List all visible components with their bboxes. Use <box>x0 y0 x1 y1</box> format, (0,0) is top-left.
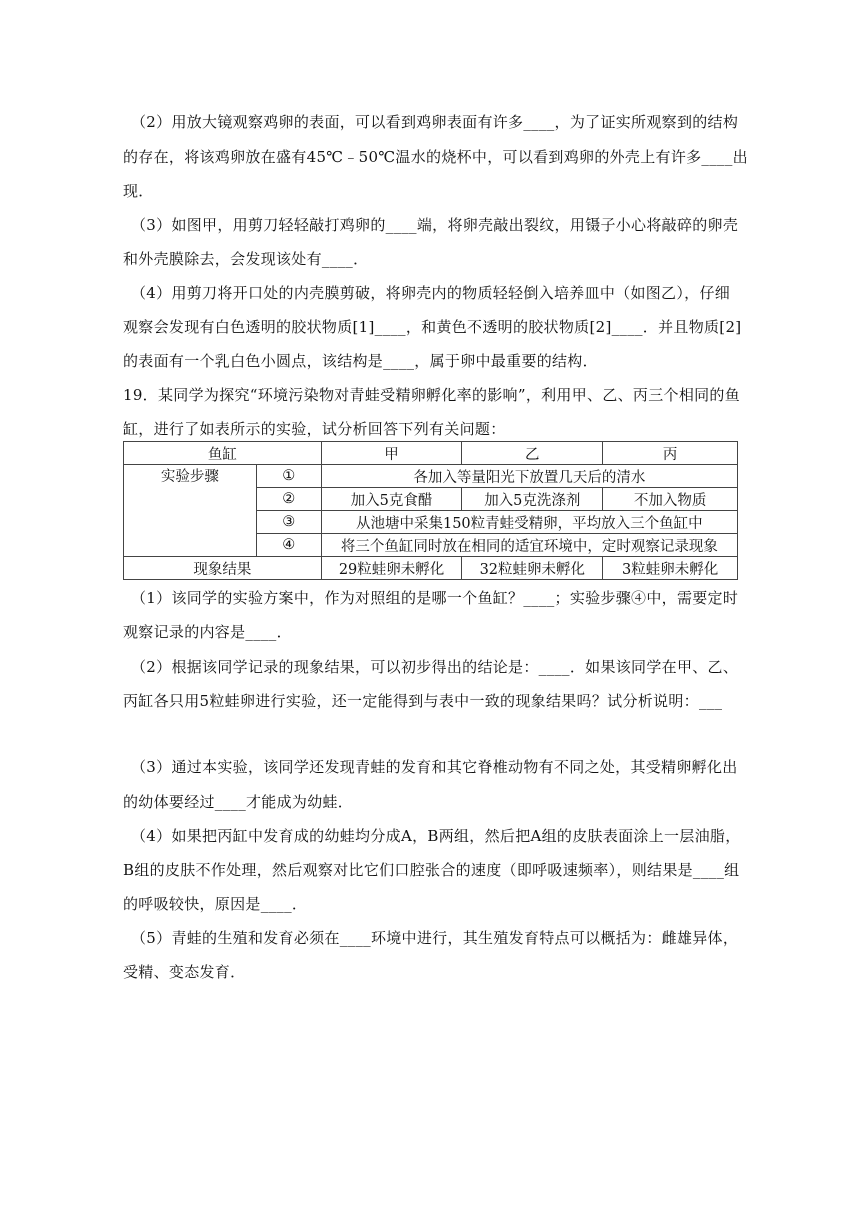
result-label-cell: 现象结果 <box>124 557 322 580</box>
step-number: ① <box>256 465 321 488</box>
step-cell: 不加入物质 <box>603 488 738 511</box>
step-cell: 加入5克洗涤剂 <box>462 488 603 511</box>
step-number: ④ <box>256 534 321 557</box>
text-line: 受精、变态发育． <box>123 963 246 981</box>
text-line: 的幼体要经过____才能成为幼蛙． <box>123 793 354 811</box>
text-line: 现． <box>123 182 154 200</box>
header-cell: 鱼缸 <box>124 442 322 465</box>
step-text: 从池塘中采集150粒青蛙受精卵，平均放入三个鱼缸中 <box>321 511 737 534</box>
table-header-row <box>124 442 738 465</box>
step-text: 各加入等量阳光下放置几天后的清水 <box>321 465 737 488</box>
text-line: 观察记录的内容是____． <box>123 623 292 641</box>
text-line: （5）青蛙的生殖和发育必须在____环境中进行，其生殖发育特点可以概括为：雌雄异体， <box>131 929 739 947</box>
text-line: （2）根据该同学记录的现象结果，可以初步得出的结论是：____．如果该同学在甲、乙、 <box>131 658 739 676</box>
result-cell: 29粒蛙卵未孵化 <box>321 557 462 580</box>
text-line: （3）通过本实验，该同学还发现青蛙的发育和其它脊椎动物有不同之处，其受精卵孵化出 <box>131 758 738 776</box>
table-row <box>124 465 738 488</box>
step-number: ② <box>256 488 321 511</box>
text-line: （3）如图甲，用剪刀轻轻敲打鸡卵的____端，将卵壳敲出裂纹，用镊子小心将敲碎的卵壳 <box>131 216 739 234</box>
text-line: 缸，进行了如表所示的实验，试分析回答下列有关问题： <box>123 420 506 438</box>
text-line: 观察会发现有白色透明的胶状物质[1]____，和黄色不透明的胶状物质[2]____．并且物质[2] <box>123 318 742 336</box>
text-line: （4）用剪刀将开口处的内壳膜剪破，将卵壳内的物质轻轻倒入培养皿中（如图乙），仔细 <box>131 284 731 302</box>
text-line: 的呼吸较快，原因是____． <box>123 895 308 913</box>
table-row <box>124 557 738 580</box>
question-19-intro: 19．某同学为探究“环境污染物对青蛙受精卵孵化率的影响”，利用甲、乙、丙三个相同的鱼 <box>123 386 741 404</box>
result-cell: 32粒蛙卵未孵化 <box>462 557 603 580</box>
step-cell: 加入5克食醋 <box>321 488 462 511</box>
text-line: 的存在，将该鸡卵放在盛有45℃﹣50℃温水的烧杯中，可以看到鸡卵的外壳上有许多____出 <box>123 148 748 166</box>
result-cell: 3粒蛙卵未孵化 <box>603 557 738 580</box>
text-line: （4）如果把丙缸中发育成的幼蛙均分成A，B两组，然后把A组的皮肤表面涂上一层油脂， <box>131 827 741 845</box>
header-cell: 甲 <box>321 442 462 465</box>
text-line: B组的皮肤不作处理，然后观察对比它们口腔张合的速度（即呼吸速频率），则结果是____组 <box>123 861 740 879</box>
step-label-cell: 实验步骤 <box>124 465 257 557</box>
text-line: （1）该同学的实验方案中，作为对照组的是哪一个鱼缸？____；实验步骤④中，需要定时 <box>131 589 739 607</box>
step-number: ③ <box>256 511 321 534</box>
text-line: 和外壳膜除去，会发现该处有____． <box>123 250 369 268</box>
step-text: 将三个鱼缸同时放在相同的适宜环境中，定时观察记录现象 <box>321 534 737 557</box>
text-line: 的表面有一个乳白色小圆点，该结构是____，属于卵中最重要的结构． <box>123 352 598 370</box>
text-line: 丙缸各只用5粒蛙卵进行实验，还一定能得到与表中一致的现象结果吗？试分析说明：___ <box>123 692 723 710</box>
header-cell: 丙 <box>603 442 738 465</box>
experiment-table <box>123 441 738 580</box>
header-cell: 乙 <box>462 442 603 465</box>
text-line: （2）用放大镜观察鸡卵的表面，可以看到鸡卵表面有许多____，为了证实所观察到的结构 <box>131 113 739 131</box>
